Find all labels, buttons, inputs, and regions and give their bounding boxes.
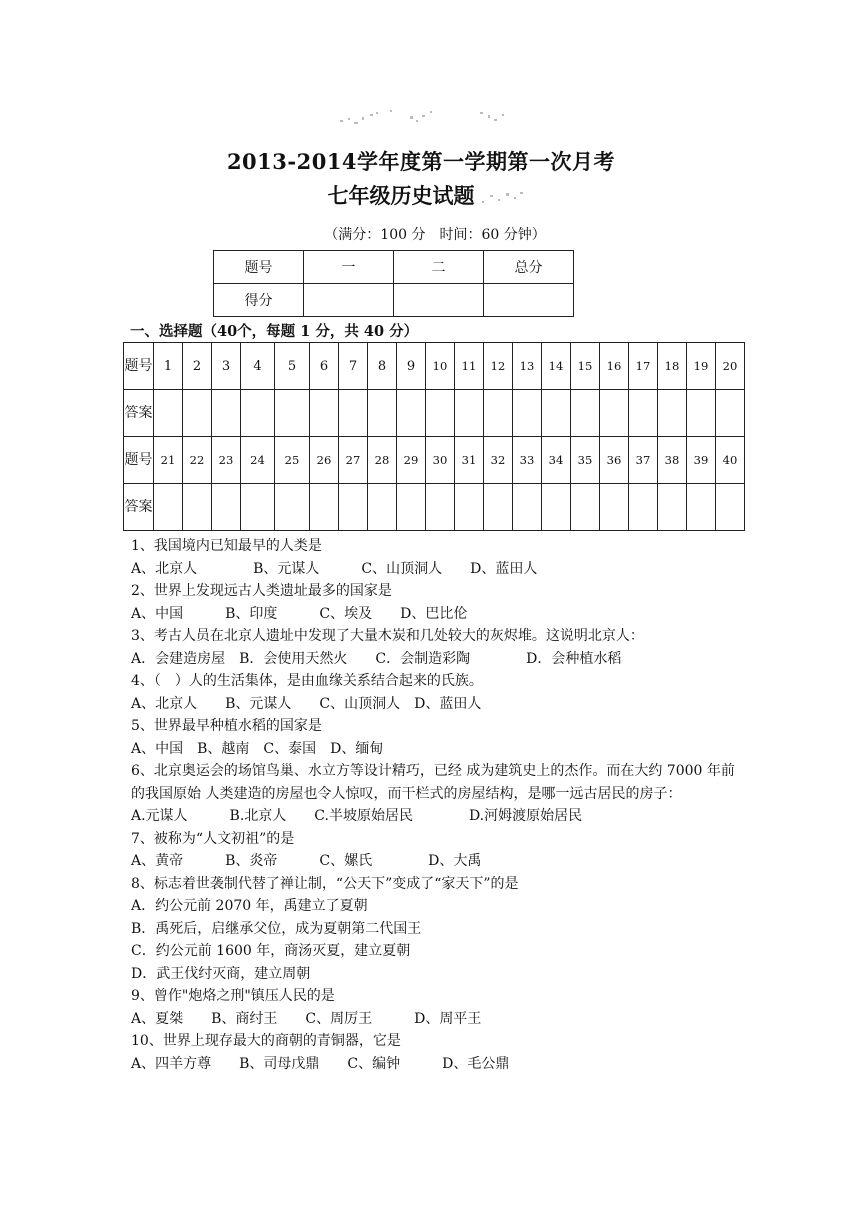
- question-list: [131, 535, 745, 1075]
- score-table-score-row: [214, 284, 574, 317]
- answer-cell[interactable]: [183, 390, 212, 437]
- answer-cell[interactable]: [154, 484, 183, 531]
- question-number-cell: 38: [658, 437, 687, 484]
- answer-cell[interactable]: [397, 484, 426, 531]
- answer-options: D．武王伐纣灭商，建立周朝: [131, 965, 311, 982]
- answer-cell[interactable]: [716, 390, 745, 437]
- answer-cell[interactable]: [154, 390, 183, 437]
- question-text: 3、考古人员在北京人遗址中发现了大量木炭和几处较大的灰烬堆。这说明北京人：: [131, 628, 644, 644]
- answer-cell[interactable]: [339, 484, 368, 531]
- question-text: 1、我国境内已知最早的人类是: [131, 538, 322, 554]
- answer-cell[interactable]: [629, 390, 658, 437]
- question-number-cell: 39: [687, 437, 716, 484]
- answer-cell[interactable]: [629, 484, 658, 531]
- question-number-cell: 9: [397, 343, 426, 390]
- question-number-cell: 3: [212, 343, 241, 390]
- score-cell: 得分: [214, 284, 304, 317]
- question-number-cell: 24: [241, 437, 275, 484]
- question-number-cell: 21: [154, 437, 183, 484]
- score-cell: 二: [394, 251, 484, 284]
- question-number-cell: 17: [629, 343, 658, 390]
- question-number-cell: 23: [212, 437, 241, 484]
- row-label: 题号: [124, 343, 154, 390]
- answer-cell[interactable]: [600, 484, 629, 531]
- question-text: 6、北京奥运会的场馆鸟巢、水立方等设计精巧，已经 成为建筑史上的杰作。而在大约 7000 年前的我国原始 人类建造的房屋也令人惊叹，而干栏式的房屋结构，是哪一远古居民的房子：: [131, 763, 735, 802]
- answer-cell[interactable]: [542, 390, 571, 437]
- answer-options: A．会建造房屋 B．会使用天然火 C．会制造彩陶 D．会种植水稻: [131, 650, 622, 667]
- score-table: [213, 250, 574, 317]
- answer-cell[interactable]: [339, 390, 368, 437]
- answer-cell[interactable]: [600, 390, 629, 437]
- section-heading: 一、选择题（40个，每题 1 分，共 40 分）: [130, 323, 419, 340]
- question-text: 8、标志着世袭制代替了禅让制，“公天下”变成了“家天下”的是: [131, 875, 519, 892]
- question-number-cell: 22: [183, 437, 212, 484]
- answer-options: A.元谋人 B.北京人 C.半坡原始居民 D.河姆渡原始居民: [131, 808, 583, 824]
- answer-cell[interactable]: [571, 484, 600, 531]
- question-number-cell: 34: [542, 437, 571, 484]
- answer-cell[interactable]: [426, 390, 455, 437]
- answer-options: A、中国 B、越南 C、泰国 D、缅甸: [131, 740, 384, 757]
- question-number-cell: 16: [600, 343, 629, 390]
- answer-options: B．禹死后，启继承父位，成为夏朝第二代国王: [131, 920, 422, 937]
- answer-cell[interactable]: [658, 484, 687, 531]
- answer-cell[interactable]: [513, 390, 542, 437]
- answer-options: A、黄帝 B、炎帝 C、嫘氏 D、大禹: [131, 853, 482, 869]
- question-number-cell: 20: [716, 343, 745, 390]
- exam-title: 2013-2014学年度第一学期第一次月考: [226, 149, 616, 174]
- answer-cell[interactable]: [716, 484, 745, 531]
- question-number-cell: 12: [484, 343, 513, 390]
- answer-cell[interactable]: [484, 484, 513, 531]
- question-text: 9、曾作"炮烙之刑"镇压人民的是: [131, 988, 335, 1004]
- question-number-cell: 4: [241, 343, 275, 390]
- answer-options: C．约公元前 1600 年，商汤灭夏，建立夏朝: [131, 943, 411, 959]
- question-number-cell: 2: [183, 343, 212, 390]
- answer-cell[interactable]: [212, 390, 241, 437]
- answer-options: A、夏桀 B、商纣王 C、周厉王 D、周平王: [131, 1010, 482, 1027]
- score-cell[interactable]: [484, 284, 574, 317]
- score-cell: 题号: [214, 251, 304, 284]
- answer-options: A、北京人 B、元谋人 C、山顶洞人 D、蓝田人: [131, 695, 482, 712]
- question-number-cell: 33: [513, 437, 542, 484]
- answer-cell[interactable]: [571, 390, 600, 437]
- answer-cell[interactable]: [658, 390, 687, 437]
- answer-cell[interactable]: [368, 484, 397, 531]
- question-number-cell: 40: [716, 437, 745, 484]
- question-number-cell: 36: [600, 437, 629, 484]
- answer-cell[interactable]: [455, 484, 484, 531]
- question-number-cell: 15: [571, 343, 600, 390]
- answer-cell[interactable]: [687, 390, 716, 437]
- answer-cell[interactable]: [241, 390, 275, 437]
- question-number-cell: 1: [154, 343, 183, 390]
- question-number-cell: 11: [455, 343, 484, 390]
- question-number-cell: 10: [426, 343, 455, 390]
- answer-grid-number-row: [124, 437, 745, 484]
- answer-cell[interactable]: [310, 484, 339, 531]
- answer-cell[interactable]: [275, 390, 310, 437]
- question-number-cell: 27: [339, 437, 368, 484]
- answer-cell[interactable]: [687, 484, 716, 531]
- answer-grid: [123, 342, 745, 531]
- answer-cell[interactable]: [426, 484, 455, 531]
- exam-subject-title: 七年级历史试题: [327, 183, 475, 208]
- answer-cell[interactable]: [484, 390, 513, 437]
- exam-info: （满分：100 分 时间：60 分钟）: [324, 227, 546, 243]
- question-number-cell: 31: [455, 437, 484, 484]
- question-number-cell: 13: [513, 343, 542, 390]
- question-text: 2、世界上发现远古人类遗址最多的国家是: [131, 583, 392, 599]
- answer-cell[interactable]: [542, 484, 571, 531]
- question-text: 7、被称为“人文初祖”的是: [131, 830, 295, 847]
- answer-cell[interactable]: [397, 390, 426, 437]
- answer-cell[interactable]: [241, 484, 275, 531]
- question-number-cell: 5: [275, 343, 310, 390]
- answer-cell[interactable]: [455, 390, 484, 437]
- answer-grid-answer-row: [124, 390, 745, 437]
- question-number-cell: 25: [275, 437, 310, 484]
- answer-cell[interactable]: [275, 484, 310, 531]
- question-number-cell: 7: [339, 343, 368, 390]
- answer-options: A、四羊方尊 B、司母戊鼎 C、编钟 D、毛公鼎: [131, 1055, 510, 1072]
- score-cell: 一: [304, 251, 394, 284]
- question-number-cell: 30: [426, 437, 455, 484]
- question-text: 4、（ ）人的生活集体，是由血缘关系结合起来的氏族。: [131, 673, 483, 689]
- score-cell[interactable]: [394, 284, 484, 317]
- question-number-cell: 37: [629, 437, 658, 484]
- answer-options: A、中国 B、印度 C、埃及 D、巴比伦: [131, 605, 468, 622]
- answer-grid-answer-row: [124, 484, 745, 531]
- answer-options: A．约公元前 2070 年，禹建立了夏朝: [131, 898, 368, 914]
- row-label: 题号: [124, 437, 154, 484]
- question-number-cell: 35: [571, 437, 600, 484]
- question-number-cell: 8: [368, 343, 397, 390]
- question-number-cell: 32: [484, 437, 513, 484]
- answer-options: A、北京人 B、元谋人 C、山顶洞人 D、蓝田人: [131, 560, 538, 577]
- score-table-header-row: [214, 251, 574, 284]
- question-text: 5、世界最早种植水稻的国家是: [131, 718, 322, 734]
- question-number-cell: 28: [368, 437, 397, 484]
- score-cell: 总分: [484, 251, 574, 284]
- row-label: 答案: [124, 390, 154, 437]
- answer-cell[interactable]: [212, 484, 241, 531]
- answer-cell[interactable]: [513, 484, 542, 531]
- question-number-cell: 6: [310, 343, 339, 390]
- score-cell[interactable]: [304, 284, 394, 317]
- answer-cell[interactable]: [368, 390, 397, 437]
- answer-grid-number-row: [124, 343, 745, 390]
- question-number-cell: 29: [397, 437, 426, 484]
- question-number-cell: 18: [658, 343, 687, 390]
- question-number-cell: 14: [542, 343, 571, 390]
- question-number-cell: 19: [687, 343, 716, 390]
- answer-cell[interactable]: [310, 390, 339, 437]
- answer-cell[interactable]: [183, 484, 212, 531]
- row-label: 答案: [124, 484, 154, 531]
- question-number-cell: 26: [310, 437, 339, 484]
- question-text: 10、世界上现存最大的商朝的青铜器，它是: [131, 1033, 401, 1049]
